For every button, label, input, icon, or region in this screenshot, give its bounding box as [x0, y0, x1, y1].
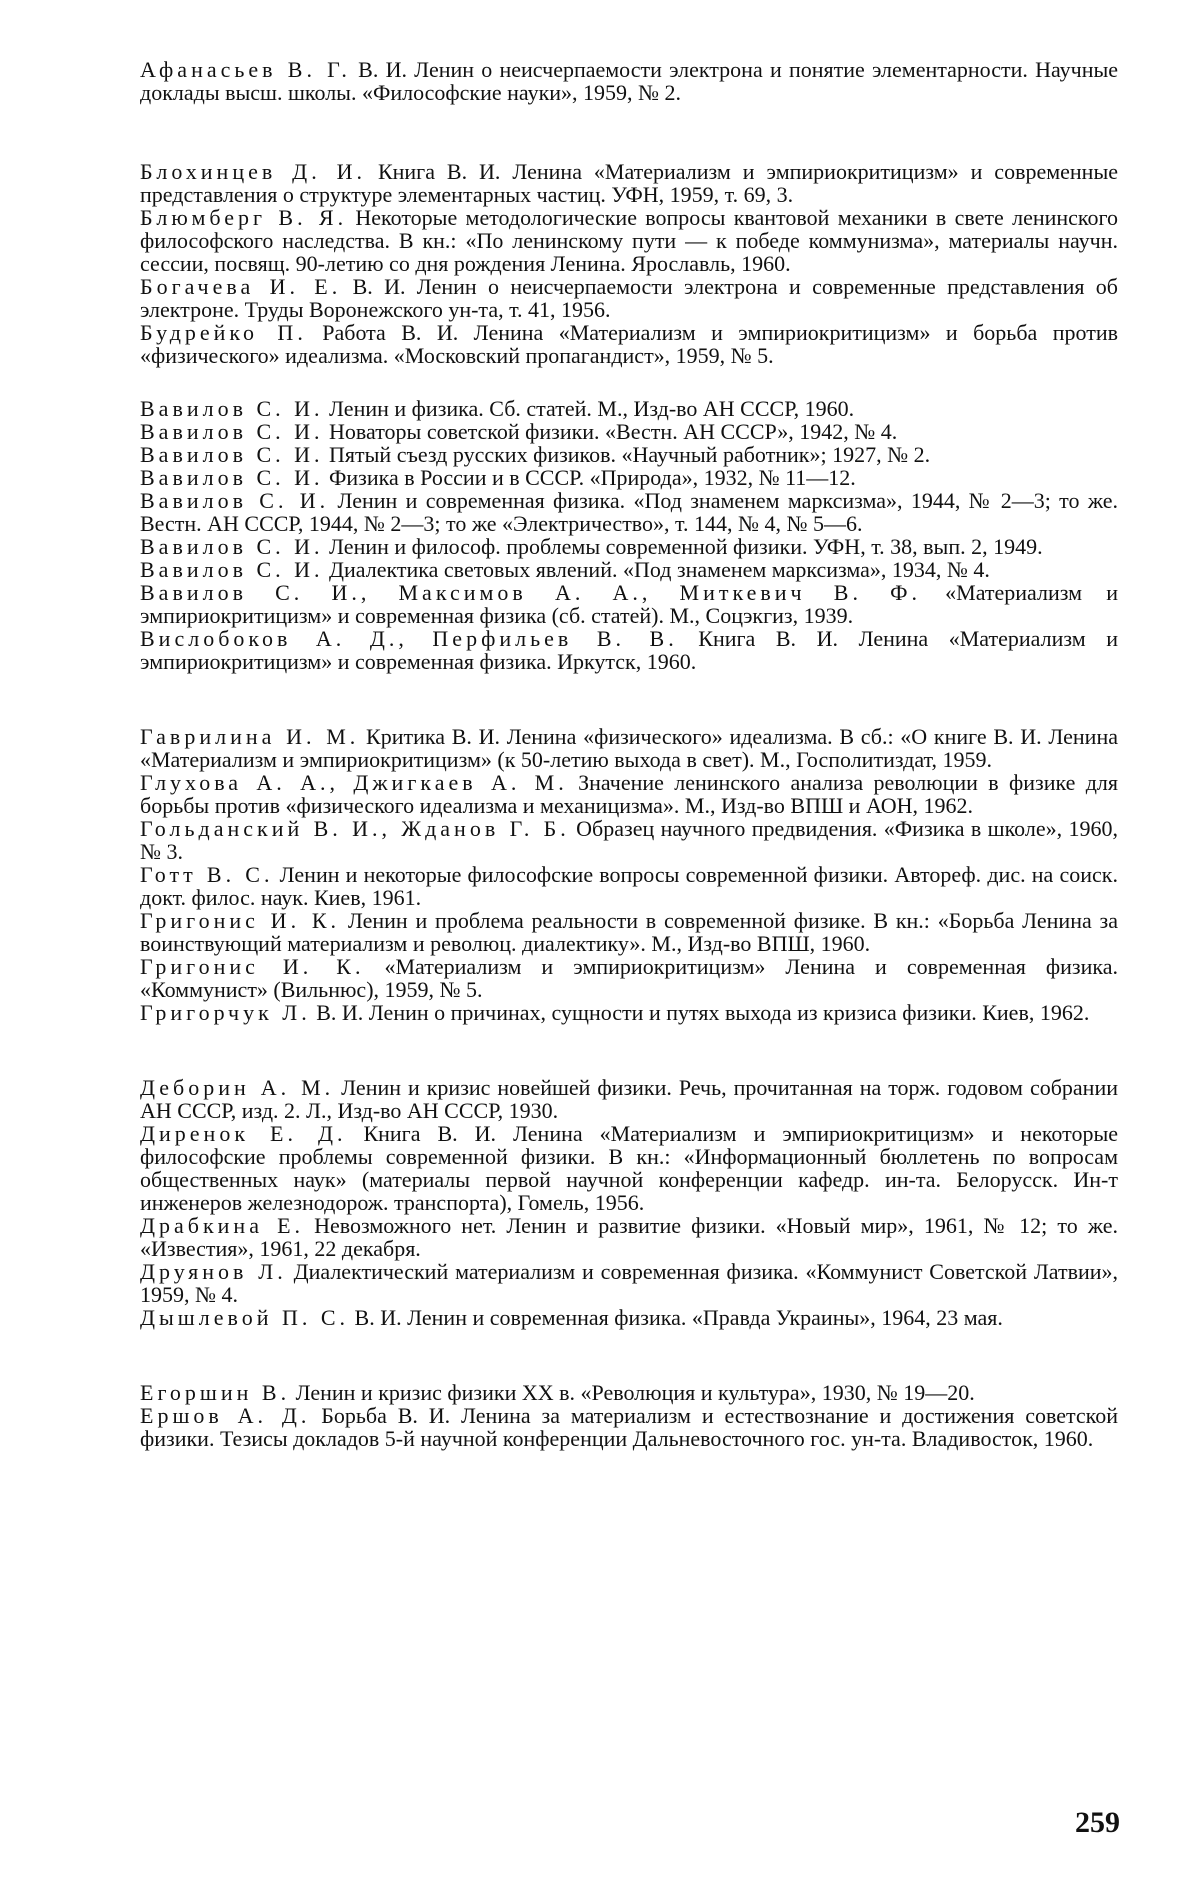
entry-author: Будрейко П. — [140, 320, 307, 345]
bibliography-page — [140, 58, 1118, 1450]
bibliography-entry — [140, 863, 1118, 909]
entry-author: Ершов А. Д. — [140, 1403, 310, 1428]
section-g — [140, 725, 1118, 1024]
entry-text: Борьба В. И. Ленина за материализм и естествознание и достижения советской физики. Тезисы докладов 5-й научной конференции Дальневосточного гос. ун-та. Владивосток, 1960. — [140, 1403, 1118, 1451]
bibliography-entry — [140, 581, 1118, 627]
bibliography-entry — [140, 558, 1118, 581]
entry-author: Глухова А. А., Джигкаев А. М. — [140, 770, 568, 795]
entry-text: Диалектика световых явлений. «Под знаменем марксизма», 1934, № 4. — [324, 557, 990, 582]
entry-text: Критика В. И. Ленина «физического» идеализма. В сб.: «О книге В. И. Ленина «Материализм и эмпириокритицизм» (к 50-летию выхода в свет). М., Госполитиздат, 1959. — [140, 724, 1118, 772]
bibliography-entry — [140, 909, 1118, 955]
entry-author: Вавилов С. И. — [140, 419, 324, 444]
entry-text: «Материализм и эмпириокритицизм» Ленина и современная физика. «Коммунист» (Вильнюс), 1959, № 5. — [140, 954, 1118, 1002]
bibliography-entry — [140, 1306, 1118, 1329]
entry-author: Григорчук Л. — [140, 1000, 311, 1025]
entry-text: Новаторы советской физики. «Вестн. АН СССР», 1942, № 4. — [324, 419, 898, 444]
entry-author: Деборин А. М. — [140, 1075, 334, 1100]
entry-text: Ленин и философ. проблемы современной физики. УФН, т. 38, вып. 2, 1949. — [324, 534, 1043, 559]
bibliography-entry — [140, 1381, 1118, 1404]
entry-author: Егоршин В. — [140, 1380, 290, 1405]
entry-author: Григонис И. К. — [140, 954, 364, 979]
entry-author: Дышлевой П. С. — [140, 1305, 349, 1330]
section-v — [140, 397, 1118, 673]
entry-text: Ленин и кризис физики XX в. «Революция и культура», 1930, № 19—20. — [290, 1380, 975, 1405]
entry-author: Вавилов С. И. — [140, 488, 329, 513]
entry-text: В. И. Ленин о причинах, сущности и путях выхода из кризиса физики. Киев, 1962. — [311, 1000, 1090, 1025]
entry-text: Диалектический материализм и современная физика. «Коммунист Советской Латвии», 1959, № 4. — [140, 1259, 1118, 1307]
entry-author: Вавилов С. И. — [140, 465, 324, 490]
entry-text: Ленин и проблема реальности в современной физике. В кн.: «Борьба Ленина за воинствующий материализм и революц. диалектику». М., Изд-во ВПШ, 1960. — [140, 908, 1118, 956]
entry-text: Значение ленинского анализа революции в физике для борьбы против «физического идеализма и механицизма». М., Изд-во ВПШ и АОН, 1962. — [140, 770, 1118, 818]
page-number: 259 — [1075, 1806, 1120, 1840]
bibliography-entry — [140, 1260, 1118, 1306]
section-d — [140, 1076, 1118, 1329]
bibliography-entry — [140, 725, 1118, 771]
entry-text: Пятый съезд русских физиков. «Научный работник»; 1927, № 2. — [324, 442, 931, 467]
entry-text: Ленин и физика. Сб. статей. М., Изд-во АН СССР, 1960. — [324, 396, 855, 421]
entry-text: Книга В. И. Ленина «Материализм и эмпириокритицизм» и современная физика. Иркутск, 1960. — [140, 626, 1118, 674]
entry-text: Ленин и кризис новейшей физики. Речь, прочитанная на торж. годовом собрании АН СССР, изд. 2. Л., Изд-во АН СССР, 1930. — [140, 1075, 1118, 1123]
entry-text: В. И. Ленин и современная физика. «Правда Украины», 1964, 23 мая. — [349, 1305, 1003, 1330]
entry-text: Некоторые методологические вопросы квантовой механики в свете ленинского философского наследства. В кн.: «По ленинскому пути — к победе коммунизма», материалы научн. сессии, посвящ. 90-летию со дня рождения Ленина. Ярославль, 1960. — [140, 205, 1118, 276]
bibliography-entry — [140, 955, 1118, 1001]
bibliography-entry — [140, 1214, 1118, 1260]
entry-text: Работа В. И. Ленина «Материализм и эмпириокритицизм» и борьба против «физического» идеализма. «Московский пропагандист», 1959, № 5. — [140, 320, 1118, 368]
entry-author: Афанасьев В. Г. — [140, 57, 351, 82]
entry-author: Григонис И. К. — [140, 908, 340, 933]
bibliography-entry — [140, 420, 1118, 443]
bibliography-entry — [140, 1076, 1118, 1122]
bibliography-entry — [140, 489, 1118, 535]
entry-text: В. И. Ленин о неисчерпаемости электрона и понятие элементарности. Научные доклады высш. школы. «Философские науки», 1959, № 2. — [140, 57, 1118, 105]
bibliography-entry — [140, 535, 1118, 558]
entry-author: Вавилов С. И. — [140, 534, 324, 559]
section-b — [140, 160, 1118, 367]
entry-text: Ленин и некоторые философские вопросы современной физики. Автореф. дис. на соиск. докт. филос. наук. Киев, 1961. — [140, 862, 1118, 910]
entry-text: Книга В. И. Ленина «Материализм и эмпириокритицизм» и некоторые философские проблемы современной физики. В кн.: «Информационный бюллетень по вопросам общественных наук» (материалы первой научной конференции кафедр. ин-та. Белорусск. Ин-т инженеров железнодорож. транспорта), Гомель, 1956. — [140, 1121, 1118, 1215]
entry-text: Книга В. И. Ленина «Материализм и эмпириокритицизм» и современные представления о структуре элементарных частиц. УФН, 1959, т. 69, 3. — [140, 159, 1118, 207]
entry-author: Вавилов С. И., Максимов А. А., Миткевич В. Ф. — [140, 580, 921, 605]
entry-author: Вавилов С. И. — [140, 442, 324, 467]
bibliography-entry — [140, 1404, 1118, 1450]
bibliography-entry — [140, 206, 1118, 275]
bibliography-entry — [140, 1001, 1118, 1024]
entry-text: Невозможного нет. Ленин и развитие физики. «Новый мир», 1961, № 12; то же. «Известия», 1961, 22 декабря. — [140, 1213, 1118, 1261]
bibliography-entry — [140, 321, 1118, 367]
bibliography-entry — [140, 466, 1118, 489]
entry-author: Блюмберг В. Я. — [140, 205, 347, 230]
entry-author: Гаврилина И. М. — [140, 724, 359, 749]
bibliography-entry — [140, 58, 1118, 104]
entry-text: Образец научного предвидения. «Физика в школе», 1960, № 3. — [140, 816, 1118, 864]
entry-author: Вавилов С. И. — [140, 557, 324, 582]
bibliography-entry — [140, 443, 1118, 466]
bibliography-entry — [140, 275, 1118, 321]
entry-author: Драбкина Е. — [140, 1213, 304, 1238]
bibliography-entry — [140, 817, 1118, 863]
entry-author: Вавилов С. И. — [140, 396, 324, 421]
bibliography-entry — [140, 397, 1118, 420]
entry-author: Диренок Е. Д. — [140, 1121, 346, 1146]
entry-text: «Материализм и эмпириокритицизм» и современная физика (сб. статей). М., Соцэкгиз, 1939. — [140, 580, 1118, 628]
section-e — [140, 1381, 1118, 1450]
entry-author: Гольданский В. И., Жданов Г. Б. — [140, 816, 570, 841]
entry-author: Друянов Л. — [140, 1259, 287, 1284]
entry-author: Богачева И. Е. — [140, 274, 341, 299]
entry-author: Блохинцев Д. И. — [140, 159, 366, 184]
entry-text: Физика в России и в СССР. «Природа», 1932, № 11—12. — [324, 465, 856, 490]
section-a — [140, 58, 1118, 104]
bibliography-entry — [140, 771, 1118, 817]
bibliography-entry — [140, 160, 1118, 206]
bibliography-entry — [140, 1122, 1118, 1214]
entry-text: Ленин и современная физика. «Под знаменем марксизма», 1944, № 2—3; то же. Вестн. АН СССР, 1944, № 2—3; то же «Электричество», т. 144, № 4, № 5—6. — [140, 488, 1118, 536]
entry-author: Готт В. С. — [140, 862, 273, 887]
entry-author: Вислобоков А. Д., Перфильев В. В. — [140, 626, 678, 651]
entry-text: В. И. Ленин о неисчерпаемости электрона и современные представления об электроне. Труды Воронежского ун-та, т. 41, 1956. — [140, 274, 1118, 322]
bibliography-entry — [140, 627, 1118, 673]
